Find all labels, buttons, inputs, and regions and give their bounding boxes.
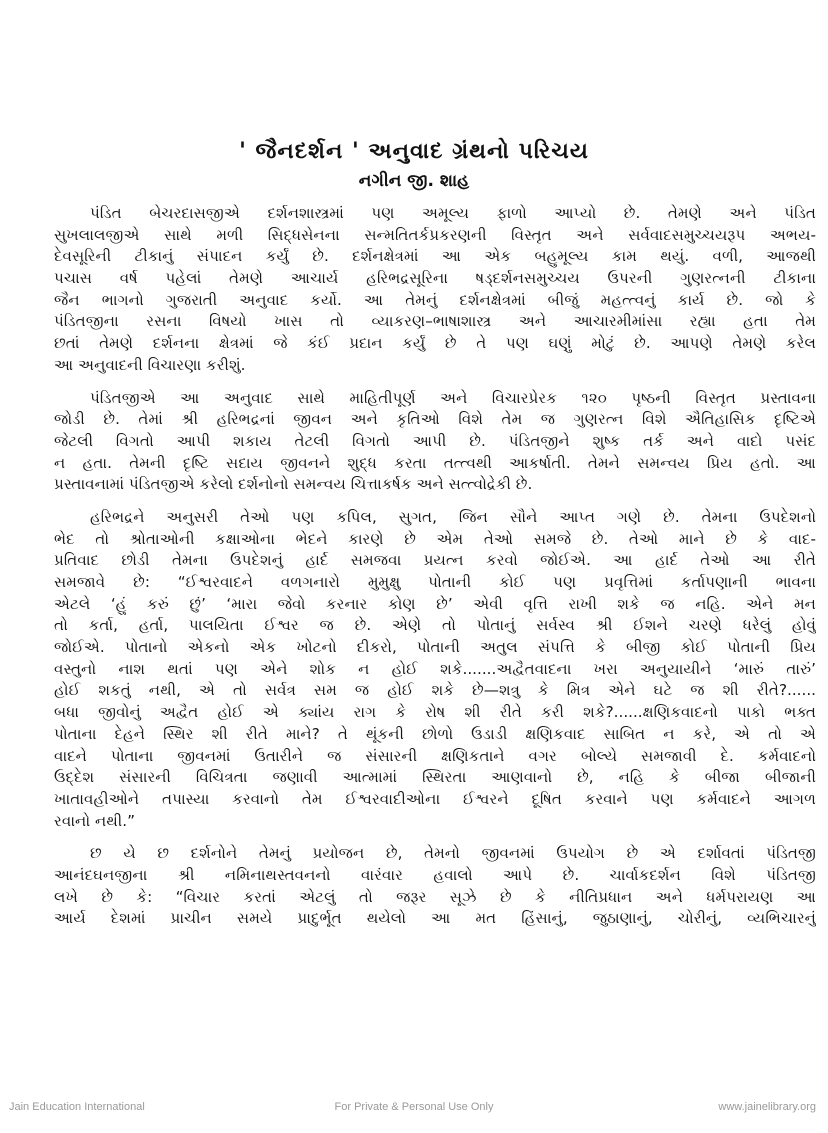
text-line: એટલે ‘હું કરું છું’ ‘મારા જેવો કરનાર કોણ છે’ એવી વૃત્તિ રાખી શકે જ નહિ. એને મન xyxy=(54,594,816,613)
text-line: રવાનો નથી.” xyxy=(54,811,135,830)
paragraph-4 xyxy=(54,843,816,930)
text-line: સુખલાલજીએ સાથે મળી સિદ્ધસેનના સન્મતિતર્કપ્રકરણની વિસ્તૃત અને સર્વવાદસમુચ્ચયરૂપ અભય- xyxy=(54,225,816,244)
text-line: ઉદ્દેશ સંસારની વિચિત્રતા જણાવી આત્મામાં સ્થિરતા આણવાનો છે, નહિ કે બીજા બીજાની xyxy=(54,768,816,787)
text-line: લખે છે કે: “વિચાર કરતાં એટલું તો જરૂર સૂઝે છે કે નીતિપ્રધાન અને ધર્મપરાયણ આ xyxy=(54,887,816,906)
text-line: પ્રસ્તાવનામાં પંડિતજીએ કરેલો દર્શનોનો સમન્વય ચિત્તાકર્ષક અને સત્ત્વોદ્રેકી છે. xyxy=(54,475,533,494)
text-line: ભેદ તો શ્રોતાઓની કક્ષાઓના ભેદને કારણે છે એમ તેઓ સમજે છે. તેઓ માને છે કે વાદ- xyxy=(54,529,816,548)
footer-publisher: Jain Education International xyxy=(9,1101,145,1113)
text-line: પોતાના દેહને સ્થિર શી રીતે માને? તે થૂંકની છોળો ઉડાડી ક્ષણિકવાદ સાબિત ન કરે, એ તો એ xyxy=(54,724,816,743)
text-line: આ અનુવાદની વિચારણા કરીશું. xyxy=(54,355,246,374)
footer-usage-note: For Private & Personal Use Only xyxy=(334,1101,494,1113)
text-line: જેટલી વિગતો આપી શકાય તેટલી વિગતો આપી છે. પંડિતજીને શુષ્ક તર્ક અને વાદો પસંદ xyxy=(54,431,816,450)
text-line: દેવસૂરિની ટીકાનું સંપાદન કર્યું છે. દર્શનક્ષેત્રમાં આ એક બહુમૂલ્ય કામ થયું. વળી, આજથી xyxy=(54,247,816,266)
text-line: જોડી છે. તેમાં શ્રી હરિભદ્રનાં જીવન અને કૃતિઓ વિશે તેમ જ ગુણરત્ન વિશે ઐતિહાસિક દૃષ્ટિએ xyxy=(54,410,816,429)
text-line: ન હતા. તેમની દૃષ્ટિ સદાય જીવનને શુદ્ધ કરતા તત્ત્વથી આકર્ષાતી. તેમને સમન્વય પ્રિય હતો. આ xyxy=(54,453,816,472)
text-line: વાદને પોતાના જીવનમાં ઉતારીને જ સંસારની ક્ષણિકતાને વગર બોલ્યે સમજાવી દે. કર્મવાદનો xyxy=(54,746,816,765)
text-line: પંડિતજીએ આ અનુવાદ સાથે માહિતીપૂર્ણ અને વિચારપ્રેરક ૧૨૦ પૃષ્ઠની વિસ્તૃત પ્રસ્તાવના xyxy=(90,388,816,407)
text-line: જોઈએ. પોતાનો એકનો એક ખોટનો દીકરો, પોતાની અતુલ સંપત્તિ કે બીજી કોઈ પોતાની પ્રિય xyxy=(54,638,816,657)
paragraph-1 xyxy=(54,203,816,377)
text-line: પચાસ વર્ષ પહેલાં તેમણે આચાર્ય હરિભદ્રસૂરિના ષડ્દર્શનસમુચ્ચય ઉપરની ગુણરત્નની ટીકાના xyxy=(54,269,816,288)
text-line: આનંદઘનજીના શ્રી નમિનાથસ્તવનનો વારંવાર હવાલો આપે છે. ચાર્વાકદર્શન વિશે પંડિતજી xyxy=(54,865,816,884)
paragraph-2 xyxy=(54,388,816,496)
text-line: ખાતાવહીઓને તપાસ્યા કરવાનો તેમ ઈશ્વરવાદીઓના ઈશ્વરને દૂષિત કરવાને પણ કર્મવાદને આગળ xyxy=(54,789,816,808)
text-line: પ્રતિવાદ છોડી તેમના ઉપદેશનું હાર્દ સમજવા પ્રયત્ન કરવો જોઈએ. આ હાર્દ તેઓ આ રીતે xyxy=(54,551,816,570)
text-line: સમજાવે છે: “ઈશ્વરવાદને વળગનારો મુમુક્ષુ પોતાની કોઈ પણ પ્રવૃત્તિમાં કર્તાપણાની ભાવના xyxy=(54,573,816,591)
text-line: છ યે છ દર્શનોને તેમનું પ્રયોજન છે, તેમનો જીવનમાં ઉપયોગ છે એ દર્શાવતાં પંડિતજી xyxy=(90,844,816,863)
text-line: આર્ય દેશમાં પ્રાચીન સમયે પ્રાદુર્ભૂત થયેલો આ મત હિંસાનું, જુઠાણાનું, ચોરીનું, વ્યભિચારનું xyxy=(54,909,816,928)
text-line: પંડિતજીના રસના વિષયો ખાસ તો વ્યાકરણ–ભાષાશાસ્ત્ર અને આચારમીમાંસા રહ્યા હતા તેમ xyxy=(54,312,816,331)
text-line: છતાં તેમણે દર્શનના ક્ષેત્રમાં જે કંઈ પ્રદાન કર્યું છે તે પણ ઘણું મોટું છે. આપણે તેમણે કરેલ xyxy=(54,334,816,353)
article-title: ' જૈનદર્શન ' અનુવાદ ગ્રંથનો પરિચય xyxy=(239,139,589,164)
text-line: જૈન ભાગનો ગુજરાતી અનુવાદ કર્યો. આ તેમનું દર્શનક્ષેત્રમાં બીજું મહત્ત્વનું કાર્ય છે. જો કે xyxy=(54,290,816,309)
text-line: હોઈ શકતું નથી, એ તો સર્વત્ર સમ જ હોઈ શકે છે—શત્રુ કે મિત્ર એને ઘટે જ શી રીતે?...... xyxy=(54,681,816,700)
article-author: નગીન જી. શાહ xyxy=(358,171,470,191)
text-line: હરિભદ્રને અનુસરી તેઓ પણ કપિલ, સુગત, જિન સૌને આપ્ત ગણે છે. તેમના ઉપદેશનો xyxy=(90,507,816,526)
page-footer xyxy=(0,1101,828,1119)
text-line: વસ્તુનો નાશ થતાં પણ એને શોક ન હોઈ શકે.......અદ્વૈતવાદના ખરા અનુયાયીને ‘મારું તારું’ xyxy=(54,659,816,678)
text-line: તો કર્તા, હર્તા, પાલયિતા ઈશ્વર જ છે. એણે તો પોતાનું સર્વસ્વ શ્રી ઈશને ચરણે ધરેલું હોવું xyxy=(54,616,816,635)
text-line: બધા જીવોનું અદ્વૈત હોઈ એ ક્યાંય રાગ કે રોષ શી રીતે કરી શકે?......ક્ષણિકવાદનો પાકો ભક્ત xyxy=(54,703,816,722)
paragraph-3 xyxy=(54,507,816,832)
footer-website-link[interactable]: www.jainelibrary.org xyxy=(718,1101,816,1113)
text-line: પંડિત બેચરદાસજીએ દર્શનશાસ્ત્રમાં પણ અમૂલ્ય ફાળો આપ્યો છે. તેમણે અને પંડિત xyxy=(90,204,816,222)
article-body xyxy=(54,203,816,941)
